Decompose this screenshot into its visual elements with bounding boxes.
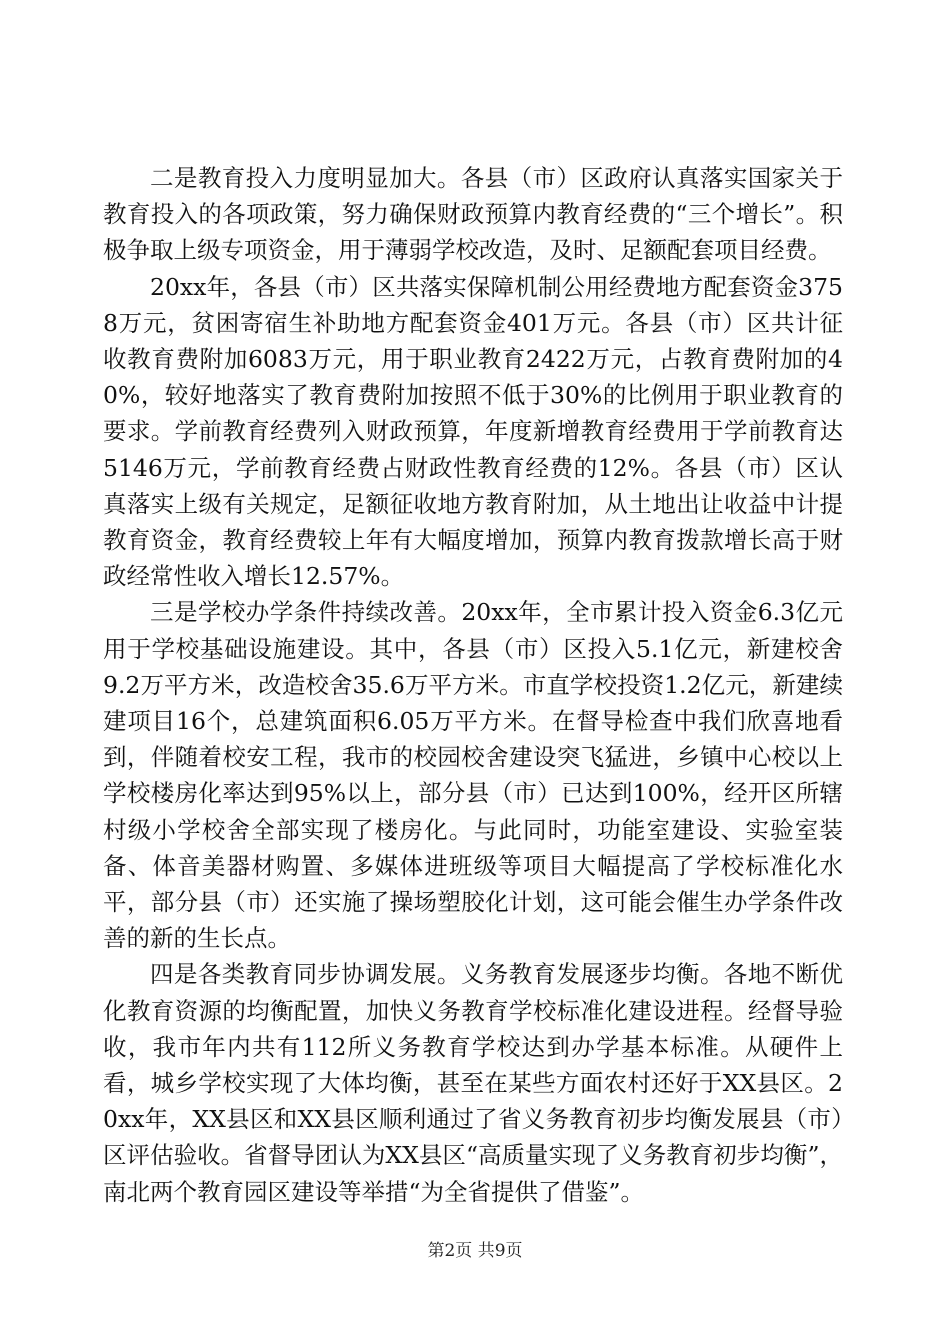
document-body (103, 160, 843, 1210)
paragraph-coordinated-development: 四是各类教育同步协调发展。义务教育发展逐步均衡。各地不断优化教育资源的均衡配置，加快义务教育学校标准化建设进程。经督导验收，我市年内共有112所义务教育学校达到办学基本标准。从硬件上看，城乡学校实现了大体均衡，甚至在某些方面农村还好于XX县区。20xx年，XX县区和XX县区顺利通过了省义务教育初步均衡发展县（市）区评估验收。省督导团认为XX县区“高质量实现了义务教育初步均衡”，南北两个教育园区建设等举措“为全省提供了借鉴”。 (103, 960, 843, 1206)
paragraph-school-conditions: 三是学校办学条件持续改善。20xx年，全市累计投入资金6.3亿元用于学校基础设施建设。其中，各县（市）区投入5.1亿元，新建校舍9.2万平方米，改造校舍35.6万平方米。市直学校投资1.2亿元，新建续建项目16个，总建筑面积6.05万平方米。在督导检查中我们欣喜地看到，伴随着校安工程，我市的校园校舍建设突飞猛进，乡镇中心校以上学校楼房化率达到95%以上，部分县（市）已达到100%，经开区所辖村级小学校舍全部实现了楼房化。与此同时，功能室建设、实验室装备、体音美器材购置、多媒体进班级等项目大幅提高了学校标准化水平，部分县（市）还实施了操场塑胶化计划，这可能会催生办学条件改善的新的生长点。 (103, 598, 843, 953)
page-number-footer: 第2页 共9页 (427, 1241, 523, 1261)
paragraph-funding-details: 20xx年，各县（市）区共落实保障机制公用经费地方配套资金3758万元，贫困寄宿生补助地方配套资金401万元。各县（市）区共计征收教育费附加6083万元，用于职业教育2422万元，占教育费附加的40%，较好地落实了教育费附加按照不低于30%的比例用于职业教育的要求。学前教育经费列入财政预算，年度新增教育经费用于学前教育达5146万元，学前教育经费占财政性教育经费的12%。各县（市）区认真落实上级有关规定，足额征收地方教育附加，从土地出让收益中计提教育资金，教育经费较上年有大幅度增加，预算内教育拨款增长高于财政经常性收入增长12.57%。 (103, 272, 843, 591)
paragraph-education-investment: 二是教育投入力度明显加大。各县（市）区政府认真落实国家关于教育投入的各项政策，努力确保财政预算内教育经费的“三个增长”。积极争取上级专项资金，用于薄弱学校改造，及时、足额配套项目经费。 (103, 164, 843, 265)
